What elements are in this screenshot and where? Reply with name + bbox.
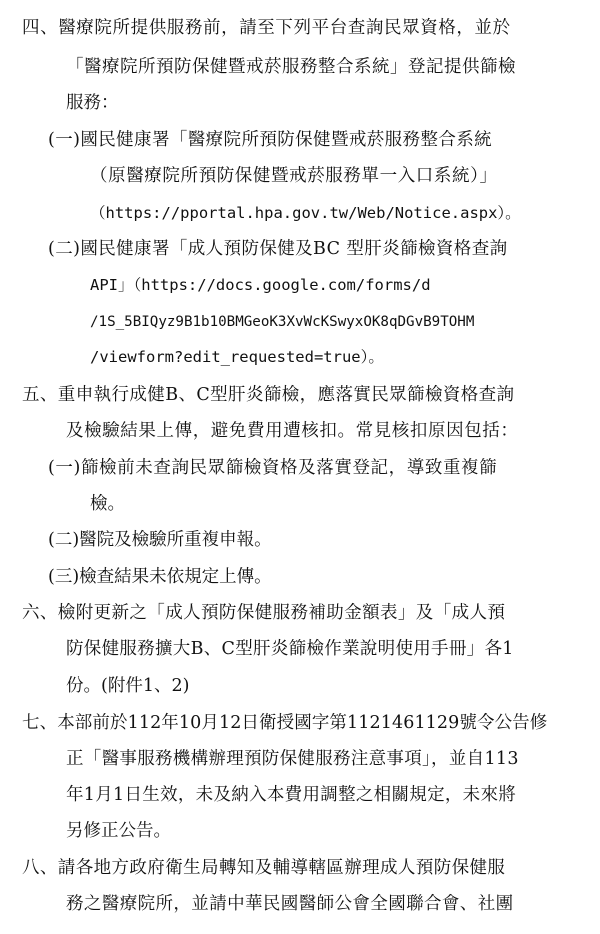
section-5-item-1-line-1: (一)篩檢前未查詢民眾篩檢資格及落實登記，導致重複篩: [48, 458, 498, 478]
section-5-item-1-line-2: 檢。: [90, 494, 125, 514]
section-4-item-2-line-1: (二)國民健康署「成人預防保健及BC 型肝炎篩檢資格查詢: [48, 239, 508, 259]
section-4-item-1-line-1: (一)國民健康署「醫療院所預防保健暨戒菸服務整合系統: [48, 130, 493, 150]
section-7-line-4: 另修正公告。: [66, 821, 171, 841]
section-4-item-1-line-3: （https://pportal.hpa.gov.tw/Web/Notice.aspx）。: [90, 204, 521, 222]
section-6-line-2: 防保健服務擴大B、C型肝炎篩檢作業說明使用手冊」各1: [66, 639, 514, 659]
section-4-item-2-line-4: /viewform?edit_requested=true）。: [90, 348, 384, 366]
section-5-item-3: (三)檢查結果未依規定上傳。: [48, 567, 272, 587]
section-8-line-1: 八、請各地方政府衛生局轉知及輔導轄區辦理成人預防保健服: [22, 858, 506, 878]
section-4-line-1: 四、醫療院所提供服務前，請至下列平台查詢民眾資格，並於: [22, 18, 511, 38]
section-4-line-3: 服務：: [66, 93, 119, 113]
section-7-line-2: 正「醫事服務機構辦理預防保健服務注意事項」，並自113: [66, 749, 519, 769]
section-5-line-1: 五、重申執行成健B、C型肝炎篩檢，應落實民眾篩檢資格查詢: [22, 385, 515, 405]
section-8-line-2: 務之醫療院所，並請中華民國醫師公會全國聯合會、社團: [66, 894, 514, 914]
section-6-line-3: 份。(附件1、2): [66, 676, 190, 696]
section-4-item-2-line-2: API」（https://docs.google.com/forms/d: [90, 276, 431, 294]
section-5-item-2: (二)醫院及檢驗所重複申報。: [48, 530, 272, 550]
section-6-line-1: 六、檢附更新之「成人預防保健服務補助金額表」及「成人預: [22, 603, 506, 623]
section-4-line-2: 「醫療院所預防保健暨戒菸服務整合系統」登記提供篩檢: [66, 57, 516, 77]
section-7-line-1: 七、本部前於112年10月12日衛授國字第1121461129號令公告修: [22, 713, 548, 733]
section-5-line-2: 及檢驗結果上傳，避免費用遭核扣。常見核扣原因包括：: [66, 421, 519, 441]
section-7-line-3: 年1月1日生效，未及納入本費用調整之相關規定，未來將: [66, 785, 517, 805]
section-4-item-2-line-3: /1S_5BIQyz9B1b10BMGeoK3XvWcKSwyxOK8qDGvB9TOHM: [90, 314, 475, 330]
section-4-item-1-line-2: （原醫療院所預防保健暨戒菸服務單一入口系統）」: [90, 166, 498, 186]
